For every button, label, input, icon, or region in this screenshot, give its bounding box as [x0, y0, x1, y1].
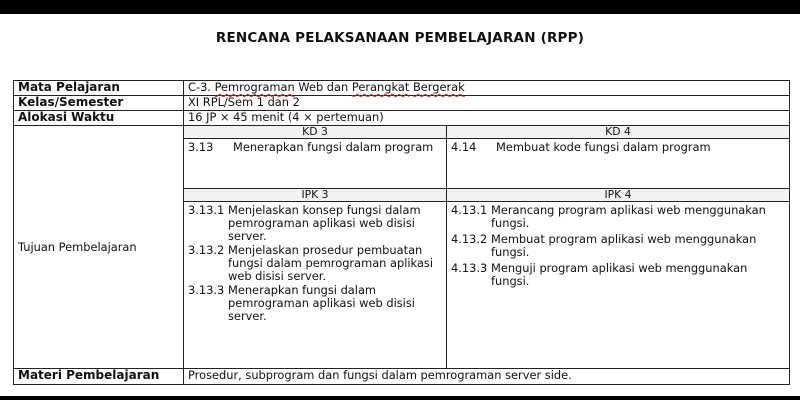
kd4-text: Membuat kode fungsi dalam program — [496, 140, 711, 154]
kd4-number: 4.14 — [451, 140, 477, 154]
top-black-bar — [0, 0, 800, 14]
mapel-word-pemrograman: Pemrograman — [214, 80, 295, 94]
kd4-cell — [447, 139, 790, 189]
ipk4-item-2-text: Membuat program aplikasi web menggunakan fungsi. — [491, 232, 757, 259]
value-mata-pelajaran — [184, 81, 790, 96]
kd4-header: KD 4 — [447, 126, 790, 139]
mapel-prefix: C-3. — [188, 80, 215, 94]
ipk4-item-1-text: Merancang program aplikasi web menggunakan fungsi. — [491, 203, 766, 230]
mapel-word-perangkat: Perangkat — [351, 80, 410, 94]
kd4-item — [451, 141, 785, 154]
ipk4-cell — [447, 202, 790, 369]
ipk4-item — [451, 204, 785, 230]
document-title: RENCANA PELAKSANAAN PEMBELAJARAN (RPP) — [215, 30, 585, 46]
value-kelas-semester: XI RPL/Sem 1 dan 2 — [184, 96, 790, 111]
rpp-table — [13, 80, 790, 385]
row-alokasi-waktu — [14, 111, 790, 126]
row-materi-pembelajaran — [14, 369, 790, 385]
ipk4-header: IPK 4 — [447, 189, 790, 202]
ipk3-header: IPK 3 — [184, 189, 447, 202]
value-alokasi-waktu: 16 JP × 45 menit (4 × pertemuan) — [184, 111, 790, 126]
value-materi-pembelajaran: Prosedur, subprogram dan fungsi dalam pemrograman server side. — [184, 369, 790, 385]
ipk3-cell — [184, 202, 447, 369]
ipk3-item-1-text: Menjelaskan konsep fungsi dalam pemrograman aplikasi web disisi server. — [228, 203, 421, 243]
label-tujuan-pembelajaran: Tujuan Pembelajaran — [14, 126, 184, 369]
ipk3-item-1-number: 3.13.1 — [188, 203, 225, 217]
ipk3-item — [188, 284, 442, 323]
ipk3-item-2-text: Menjelaskan prosedur pembuatan fungsi dalam pemrograman aplikasi web disisi server. — [228, 243, 434, 283]
label-materi-pembelajaran: Materi Pembelajaran — [14, 369, 184, 385]
kd3-cell — [184, 139, 447, 189]
kd3-text: Menerapkan fungsi dalam program — [233, 140, 434, 154]
ipk4-item-1-number: 4.13.1 — [451, 203, 488, 217]
kd3-item — [188, 141, 442, 154]
row-mata-pelajaran — [14, 81, 790, 96]
ipk3-item — [188, 204, 442, 243]
row-kd-header — [14, 126, 790, 139]
kd3-header: KD 3 — [184, 126, 447, 139]
ipk4-item — [451, 262, 785, 288]
ipk3-item — [188, 244, 442, 283]
kd3-number: 3.13 — [188, 140, 214, 154]
ipk3-item-2-number: 3.13.2 — [188, 243, 225, 257]
label-kelas-semester: Kelas/Semester — [14, 96, 184, 111]
ipk4-item-3-text: Menguji program aplikasi web menggunakan fungsi. — [491, 261, 748, 288]
ipk3-item-3-number: 3.13.3 — [188, 283, 225, 297]
label-alokasi-waktu: Alokasi Waktu — [14, 111, 184, 126]
ipk4-item-3-number: 4.13.3 — [451, 261, 488, 275]
label-mata-pelajaran: Mata Pelajaran — [14, 81, 184, 96]
mapel-word-bergerak: Bergerak — [412, 80, 465, 94]
bottom-black-bar — [0, 396, 800, 400]
row-kelas-semester — [14, 96, 790, 111]
ipk3-item-3-text: Menerapkan fungsi dalam pemrograman aplikasi web disisi server. — [228, 283, 415, 323]
mapel-mid: Web dan — [294, 80, 352, 94]
ipk4-item-2-number: 4.13.2 — [451, 232, 488, 246]
ipk4-item — [451, 233, 785, 259]
